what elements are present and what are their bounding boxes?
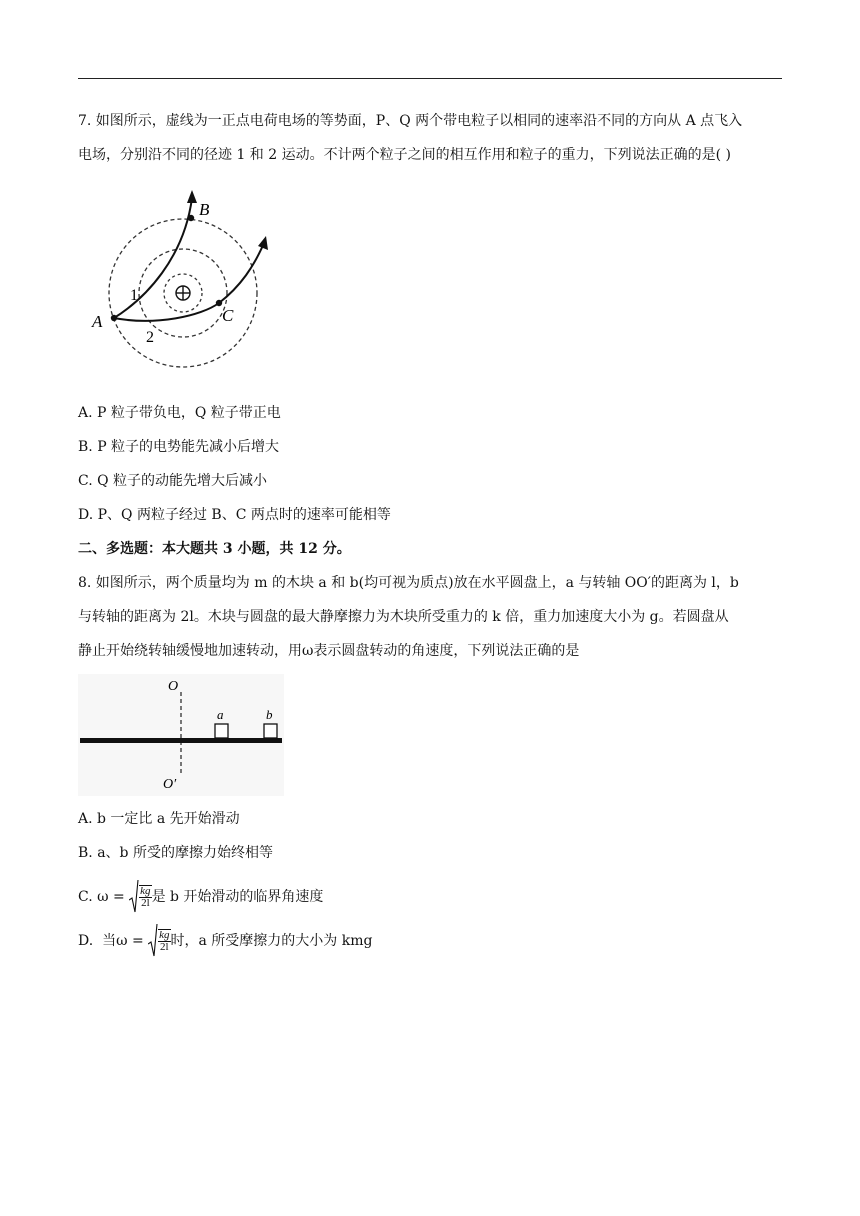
q7-option-a: A. P 粒子带负电，Q 粒子带正电	[78, 405, 281, 421]
frac-numerator: kg	[159, 929, 170, 941]
q8-stem-line3: 静止开始绕转轴缓慢地加速转动，用ω表示圆盘转动的角速度，下列说法正确的是	[78, 643, 580, 659]
label-O: O	[168, 679, 179, 694]
label-A: A	[92, 312, 103, 331]
q7-figure	[86, 188, 276, 386]
q8-option-c-prefix: C. ω =	[78, 889, 130, 905]
label-B: B	[199, 200, 210, 219]
q8-option-b: B. a、b 所受的摩擦力始终相等	[78, 845, 273, 861]
q8-option-c-suffix: 是 b 开始滑动的临界角速度	[151, 889, 324, 905]
q8-stem-line2: 与转轴的距离为 2l。木块与圆盘的最大静摩擦力为木块所受重力的 k 倍，重力加速度大小为 g。若圆盘从	[78, 609, 729, 625]
label-b: b	[266, 707, 273, 722]
q8-option-c	[78, 880, 323, 914]
q7-option-d: D. P、Q 两粒子经过 B、C 两点时的速率可能相等	[78, 507, 391, 523]
q8-option-d	[78, 924, 372, 958]
sqrt-expression	[129, 880, 151, 914]
frac-denominator: 2l	[141, 897, 150, 909]
header-rule	[78, 78, 782, 79]
block-b	[264, 724, 277, 738]
frac-denominator: 2l	[160, 941, 169, 953]
q8-option-d-suffix: 时，a 所受摩擦力的大小为 kmg	[170, 933, 373, 949]
q7-option-c: C. Q 粒子的动能先增大后减小	[78, 473, 268, 489]
q8-stem-line1: 8. 如图所示，两个质量均为 m 的木块 a 和 b(均可视为质点)放在水平圆盘上，a 与转轴 OO′的距离为 l，b	[78, 575, 739, 591]
section-heading-multi-choice: 二、多选题：本大题共 3 小题，共 12 分。	[78, 541, 351, 557]
q8-option-a: A. b 一定比 a 先开始滑动	[78, 811, 240, 827]
q8-option-d-prefix: D. 当ω =	[78, 933, 149, 949]
point-B	[188, 215, 194, 221]
label-path-1: 1	[130, 287, 138, 304]
trajectory-2-arrow-icon	[258, 236, 268, 250]
q7-option-b: B. P 粒子的电势能先减小后增大	[78, 439, 280, 455]
turntable-disk	[80, 738, 282, 743]
sqrt-expression	[148, 924, 170, 958]
trajectory-2	[114, 243, 264, 321]
block-a	[215, 724, 228, 738]
label-path-2: 2	[146, 329, 154, 346]
point-A	[111, 315, 117, 321]
q7-stem-line1: 7. 如图所示，虚线为一正点电荷电场的等势面，P、Q 两个带电粒子以相同的速率沿不同的方向从 A 点飞入	[78, 113, 743, 129]
frac-numerator: kg	[140, 885, 151, 897]
trajectory-1-arrow-icon	[187, 190, 197, 203]
label-a: a	[217, 707, 224, 722]
label-C: C	[222, 306, 234, 325]
q8-figure	[78, 674, 284, 796]
q7-stem-line2: 电场，分别沿不同的径迹 1 和 2 运动。不计两个粒子之间的相互作用和粒子的重力，下列说法正确的是( )	[78, 147, 731, 163]
label-O-prime: O′	[163, 777, 177, 792]
